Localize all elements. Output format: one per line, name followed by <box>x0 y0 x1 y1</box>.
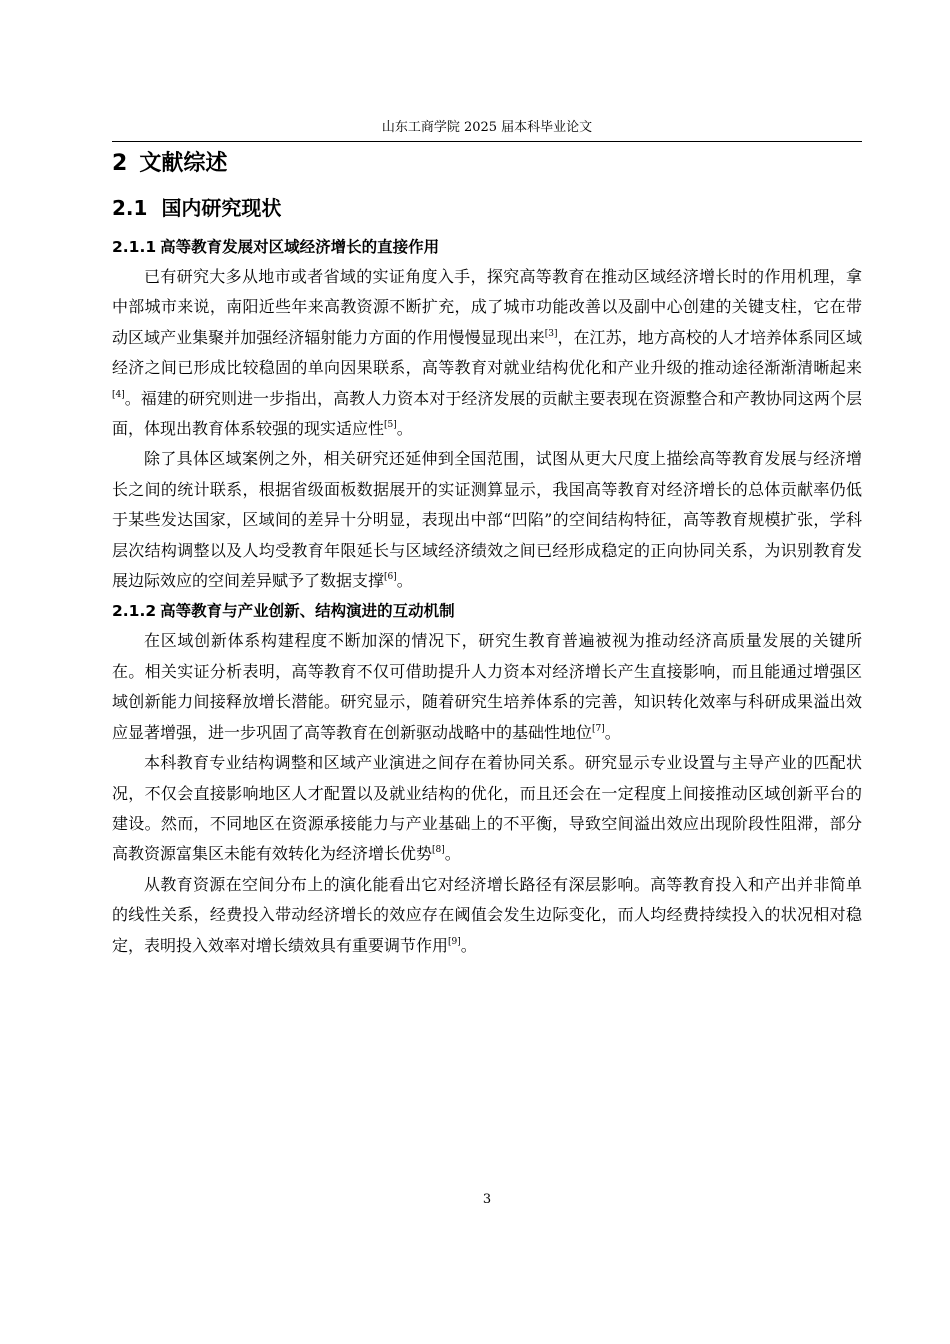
body-paragraph <box>112 262 862 444</box>
paragraph-text: 。 <box>604 722 621 742</box>
paragraph-text: 除了具体区域案例之外，相关研究还延伸到全国范围，试图从更大尺度上描绘高等教育发展与经济增长之间的统计联系，根据省级面板数据展开的实证测算显示，我国高等教育对经济增长的总体贡献率仍低于某些发达国家，区域间的差异十分明显，表现出中部“凹陷”的空间结构特征，高等教育规模扩张，学科层次结构调整以及人均受教育年限延长与区域经济绩效之间已经形成稳定的正向协同关系，为识别教育发展边际效应的空间差异赋予了数据支撑 <box>112 449 862 591</box>
page-body <box>112 144 862 961</box>
body-paragraph <box>112 626 862 748</box>
section-number: 2.1 <box>112 196 148 220</box>
paragraph-text: 在区域创新体系构建程度不断加深的情况下，研究生教育普遍被视为推动经济高质量发展的关键所在。相关实证分析表明，高等教育不仅可借助提升人力资本对经济增长产生直接影响，而且能通过增强区域创新能力间接释放增长潜能。研究显示，随着研究生培养体系的完善，知识转化效率与科研成果溢出效应显著增强，进一步巩固了高等教育在创新驱动战略中的基础性地位 <box>112 631 862 742</box>
subsection-heading <box>112 596 862 626</box>
header-rule <box>112 141 862 142</box>
page-number: 3 <box>482 1192 492 1207</box>
subsection-number: 2.1.2 <box>112 602 157 621</box>
chapter-number: 2 <box>112 151 128 176</box>
body-paragraph <box>112 444 862 596</box>
paragraph-text: 从教育资源在空间分布上的演化能看出它对经济增长路径有深层影响。高等教育投入和产出并非简单的线性关系，经费投入带动经济增长的效应存在阈值会发生边际变化，而人均经费持续投入的状况相对稳定，表明投入效率对增长绩效具有重要调节作用 <box>112 874 862 955</box>
paragraph-text: 。 <box>444 844 461 864</box>
subsection-heading <box>112 232 862 262</box>
subsection-number: 2.1.1 <box>112 238 157 256</box>
section-title: 国内研究现状 <box>161 196 282 220</box>
citation-marker[interactable]: [5] <box>384 420 397 431</box>
running-header: 山东工商学院 2025 届本科毕业论文 <box>381 120 593 135</box>
citation-marker[interactable]: [9] <box>448 936 461 947</box>
paragraph-text: 。福建的研究则进一步指出，高教人力资本对于经济发展的贡献主要表现在资源整合和产教协同这两个层面，体现出教育体系较强的现实适应性 <box>112 388 862 439</box>
chapter-heading <box>112 144 862 182</box>
citation-marker[interactable]: [7] <box>592 723 605 734</box>
chapter-title: 文献综述 <box>139 151 228 176</box>
body-paragraph <box>112 748 862 870</box>
paragraph-text: 。 <box>460 935 477 955</box>
paragraph-text: 。 <box>396 571 413 591</box>
paragraph-text: ，在江苏，地方高校的人才培养体系同区域经济之间已形成比较稳固的单向因果联系，高等教育对就业结构优化和产业升级的推动途径渐渐清晰起来 <box>112 327 862 378</box>
subsection-title: 高等教育与产业创新、结构演进的互动机制 <box>160 602 455 621</box>
paragraph-text: 本科教育专业结构调整和区域产业演进之间存在着协同关系。研究显示专业设置与主导产业的匹配状况，不仅会直接影响地区人才配置以及就业结构的优化，而且还会在一定程度上间接推动区域创新平台的建设。然而，不同地区在资源承接能力与产业基础上的不平衡，导致空间溢出效应出现阶段性阻滞，部分高教资源富集区未能有效转化为经济增长优势 <box>112 753 862 864</box>
citation-marker[interactable]: [6] <box>384 572 397 583</box>
citation-marker[interactable]: [8] <box>432 845 445 856</box>
paragraph-text: 已有研究大多从地市或者省域的实证角度入手，探究高等教育在推动区域经济增长时的作用机理，拿中部城市来说，南阳近些年来高教资源不断扩充，成了城市功能改善以及副中心创建的关键支柱，它在带动区域产业集聚并加强经济辐射能力方面的作用慢慢显现出来 <box>112 267 862 347</box>
body-paragraph <box>112 870 862 961</box>
paragraph-text: 。 <box>396 419 413 439</box>
citation-marker[interactable]: [4] <box>112 389 125 400</box>
section-heading <box>112 192 862 224</box>
citation-marker[interactable]: [3] <box>544 328 558 339</box>
subsection-title: 高等教育发展对区域经济增长的直接作用 <box>160 238 440 256</box>
